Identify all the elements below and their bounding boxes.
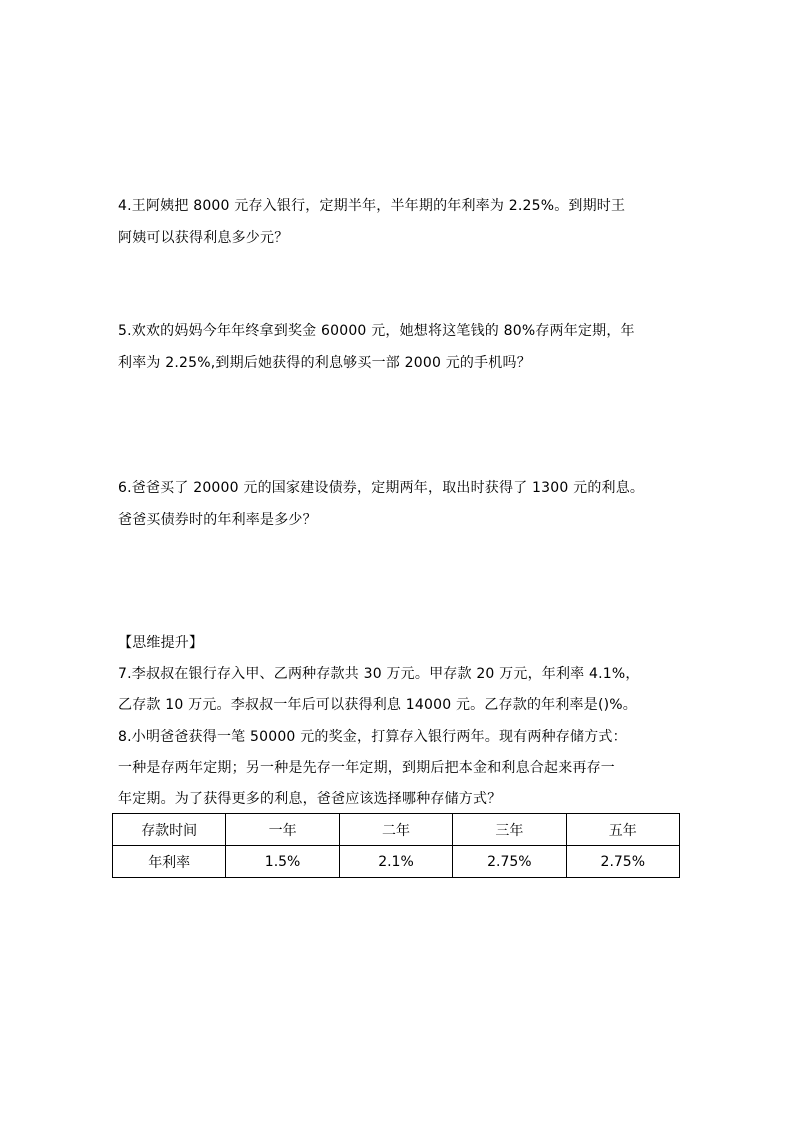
problem-7-line-2: 乙存款 10 万元。李叔叔一年后可以获得利息 14000 元。乙存款的年利率是()%。 — [118, 697, 637, 713]
problem-7-line-1: 7.李叔叔在银行存入甲、乙两种存款共 30 万元。甲存款 20 万元，年利率 4.1%， — [118, 666, 640, 682]
interest-rate-table — [112, 813, 680, 878]
table-header-cell: 五年 — [566, 814, 679, 846]
table-header-cell: 二年 — [339, 814, 452, 846]
table-header-row — [113, 814, 680, 846]
problem-4-line-1: 4.王阿姨把 8000 元存入银行，定期半年，半年期的年利率为 2.25%。到期时王 — [118, 198, 626, 214]
table-row — [113, 846, 680, 878]
problem-5-line-1: 5.欢欢的妈妈今年年终拿到奖金 60000 元，她想将这笔钱的 80%存两年定期，年 — [118, 323, 635, 339]
table-cell: 2.75% — [453, 846, 566, 878]
table-cell: 2.1% — [339, 846, 452, 878]
problem-4-line-2: 阿姨可以获得利息多少元？ — [118, 230, 289, 246]
section-title: 【思维提升】 — [118, 635, 204, 651]
table-cell: 1.5% — [226, 846, 339, 878]
table-header-cell: 三年 — [453, 814, 566, 846]
problem-8-line-1: 8.小明爸爸获得一笔 50000 元的奖金，打算存入银行两年。现有两种存储方式： — [118, 729, 627, 745]
problem-5-line-2: 利率为 2.25%,到期后她获得的利息够买一部 2000 元的手机吗？ — [118, 355, 531, 371]
problem-8-line-2: 一种是存两年定期；另一种是先存一年定期，到期后把本金和利息合起来再存一 — [118, 760, 615, 776]
problem-8-line-3: 年定期。为了获得更多的利息，爸爸应该选择哪种存储方式？ — [118, 791, 502, 807]
table-header-cell: 一年 — [226, 814, 339, 846]
table-cell: 2.75% — [566, 846, 679, 878]
problem-6-line-2: 爸爸买债券时的年利率是多少？ — [118, 512, 317, 528]
table-cell: 年利率 — [113, 846, 226, 878]
problem-6-line-1: 6.爸爸买了 20000 元的国家建设债券，定期两年，取出时获得了 1300 元的利息。 — [118, 480, 645, 496]
table-header-cell: 存款时间 — [113, 814, 226, 846]
